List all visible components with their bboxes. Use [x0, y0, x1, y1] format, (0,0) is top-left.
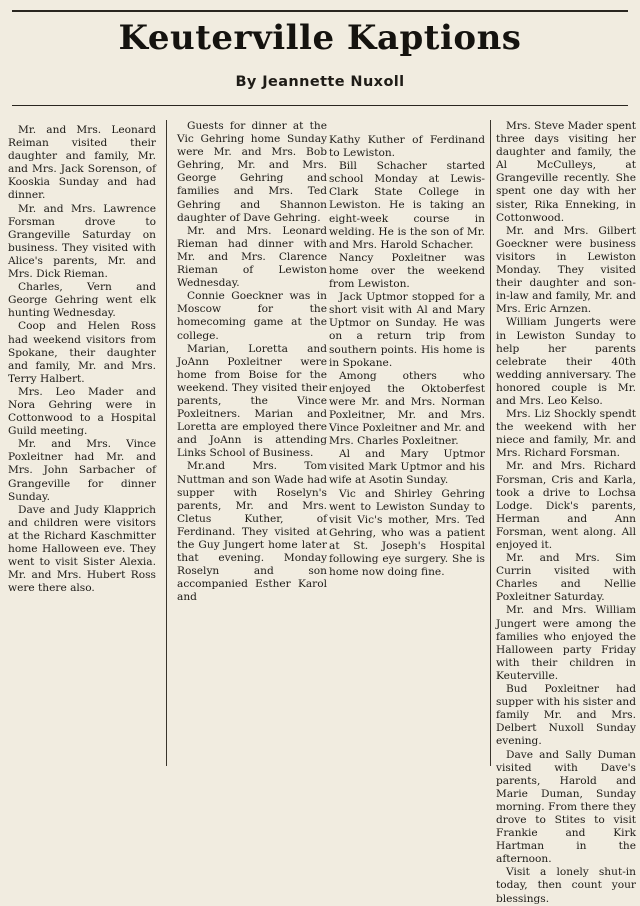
- news-paragraph: Visit a lonely shut-in today, then count your blessings.: [496, 866, 636, 905]
- news-paragraph: Nancy Poxleitner was home over the weekend from Lewiston.: [329, 251, 485, 291]
- column-divider: [166, 120, 167, 766]
- text-column-4: [496, 120, 636, 906]
- news-paragraph: Among others who enjoyed the Oktoberfest were Mr. and Mrs. Norman Poxleitner, Mr. and Mrs. Vince Poxleitner and Mr. and Mrs. Charles Poxleitner.: [329, 369, 485, 448]
- text-column-2: [177, 120, 327, 604]
- news-paragraph: Al and Mary Uptmor visited Mark Uptmor and his wife at Asotin Sunday.: [329, 448, 485, 487]
- news-paragraph: Connie Goeckner was in Moscow for the homecoming game at the college.: [177, 290, 327, 342]
- news-paragraph: Mr. and Mrs. Lawrence Forsman drove to Grangeville Saturday on business. They visited with Alice's parents, Mr. and Mrs. Dick Rieman.: [8, 202, 156, 281]
- news-paragraph: Mr.and Mrs. Tom Nuttman and son Wade had supper with Roselyn's parents, Mr. and Mrs. Cletus Kuther, of Ferdinand. They visited at the Guy Jungert home later that evening. Monday Roselyn and son accompanied Esther Karol and: [177, 460, 327, 604]
- news-paragraph: Bud Poxleitner had supper with his sister and family Mr. and Mrs. Delbert Nuxoll Sunday evening.: [496, 683, 636, 748]
- news-paragraph: Vic and Shirley Gehring went to Lewiston Sunday to visit Vic's mother, Mrs. Ted Gehring, who was a patient at St. Joseph's Hospital following eye surgery. She is home now doing fine.: [329, 487, 485, 579]
- news-paragraph: Marian, Loretta and JoAnn Poxleitner were home from Boise for the weekend. They visited their parents, the Vince Poxleitners. Marian and Loretta are employed there and JoAnn is attending Links School of Business.: [177, 342, 327, 460]
- news-paragraph: Jack Uptmor stopped for a short visit with Al and Mary Uptmor on Sunday. He was on a return trip from southern points. His home is in Spokane.: [329, 291, 485, 369]
- byline: By Jeannette Nuxoll: [235, 74, 405, 90]
- news-paragraph: Mr. and Mrs. Richard Forsman, Cris and Karla, took a drive to Lochsa Lodge. Dick's parents, Herman and Ann Forsman, went along. All enjoyed it.: [496, 460, 636, 551]
- news-paragraph: Mrs. Steve Mader spent three days visiting her daughter and family, the Al McCulleys, at Grangeville recently. She spent one day with her sister, Rika Enneking, in Cottonwood.: [496, 120, 636, 224]
- news-paragraph: Mr. and Mrs. William Jungert were among the families who enjoyed the Halloween party Friday with their children in Keuterville.: [496, 604, 636, 682]
- news-paragraph: Mr. and Mrs. Vince Poxleitner had Mr. and Mrs. John Sarbacher of Grangeville for dinner Sunday.: [8, 438, 156, 503]
- text-column-1: [8, 124, 156, 595]
- news-paragraph: Coop and Helen Ross had weekend visitors from Spokane, their daughter and family, Mr. and Mrs. Terry Halbert.: [8, 320, 156, 385]
- news-paragraph: William Jungerts were in Lewiston Sunday to help her parents celebrate their 40th wedding anniversary. The honored couple is Mr. and Mrs. Leo Kelso.: [496, 316, 636, 407]
- news-paragraph: Kathy Kuther of Ferdinand to Lewiston.: [329, 134, 485, 160]
- news-paragraph: Dave and Sally Duman visited with Dave's parents, Harold and Marie Duman, Sunday morning. From there they drove to Stites to visit Frankie and Kirk Hartman in the afternoon.: [496, 748, 636, 866]
- news-paragraph: Mr. and Mrs. Sim Currin visited with Charles and Nellie Poxleitner Saturday.: [496, 552, 636, 604]
- text-column-3: [329, 134, 485, 579]
- news-paragraph: Mr. and Mrs. Leonard Rieman had dinner with Mr. and Mrs. Clarence Rieman of Lewiston Wednesday.: [177, 224, 327, 290]
- news-paragraph: Dave and Judy Klapprich and children were visitors at the Richard Kaschmitter home Halloween eve. They went to visit Sister Alexia. Mr. and Mrs. Hubert Ross were there also.: [8, 503, 156, 595]
- news-paragraph: Mr. and Mrs. Gilbert Goeckner were business visitors in Lewiston Monday. They visited their daughter and son-in-law and family, Mr. and Mrs. Eric Arnzen.: [496, 224, 636, 316]
- column-title: Keuterville Kaptions: [118, 18, 522, 58]
- article-columns: [6, 120, 636, 905]
- header-rule: [12, 105, 628, 106]
- column-divider: [490, 120, 491, 766]
- news-paragraph: Mrs. Leo Mader and Nora Gehring were in Cottonwood to a Hospital Guild meeting.: [8, 385, 156, 438]
- news-paragraph: Mrs. Liz Shockly spendt the weekend with her niece and family, Mr. and Mrs. Richard Forsman.: [496, 408, 636, 460]
- news-paragraph: Charles, Vern and George Gehring went elk hunting Wednesday.: [8, 281, 156, 320]
- news-paragraph: Bill Schacher started school Monday at Lewis-Clark State College in Lewiston. He is taking an eight-week course in welding. He is the son of Mr. and Mrs. Harold Schacher.: [329, 160, 485, 251]
- top-rule: [12, 10, 628, 12]
- news-paragraph: Guests for dinner at the Vic Gehring home Sunday were Mr. and Mrs. Bob Gehring, Mr. and Mrs. George Gehring and families and Mrs. Ted Gehring and Shannon daughter of Dave Gehring.: [177, 120, 327, 224]
- news-paragraph: Mr. and Mrs. Leonard Reiman visited their daughter and family, Mr. and Mrs. Jack Sorenson, of Kooskia Sunday and had dinner.: [8, 124, 156, 202]
